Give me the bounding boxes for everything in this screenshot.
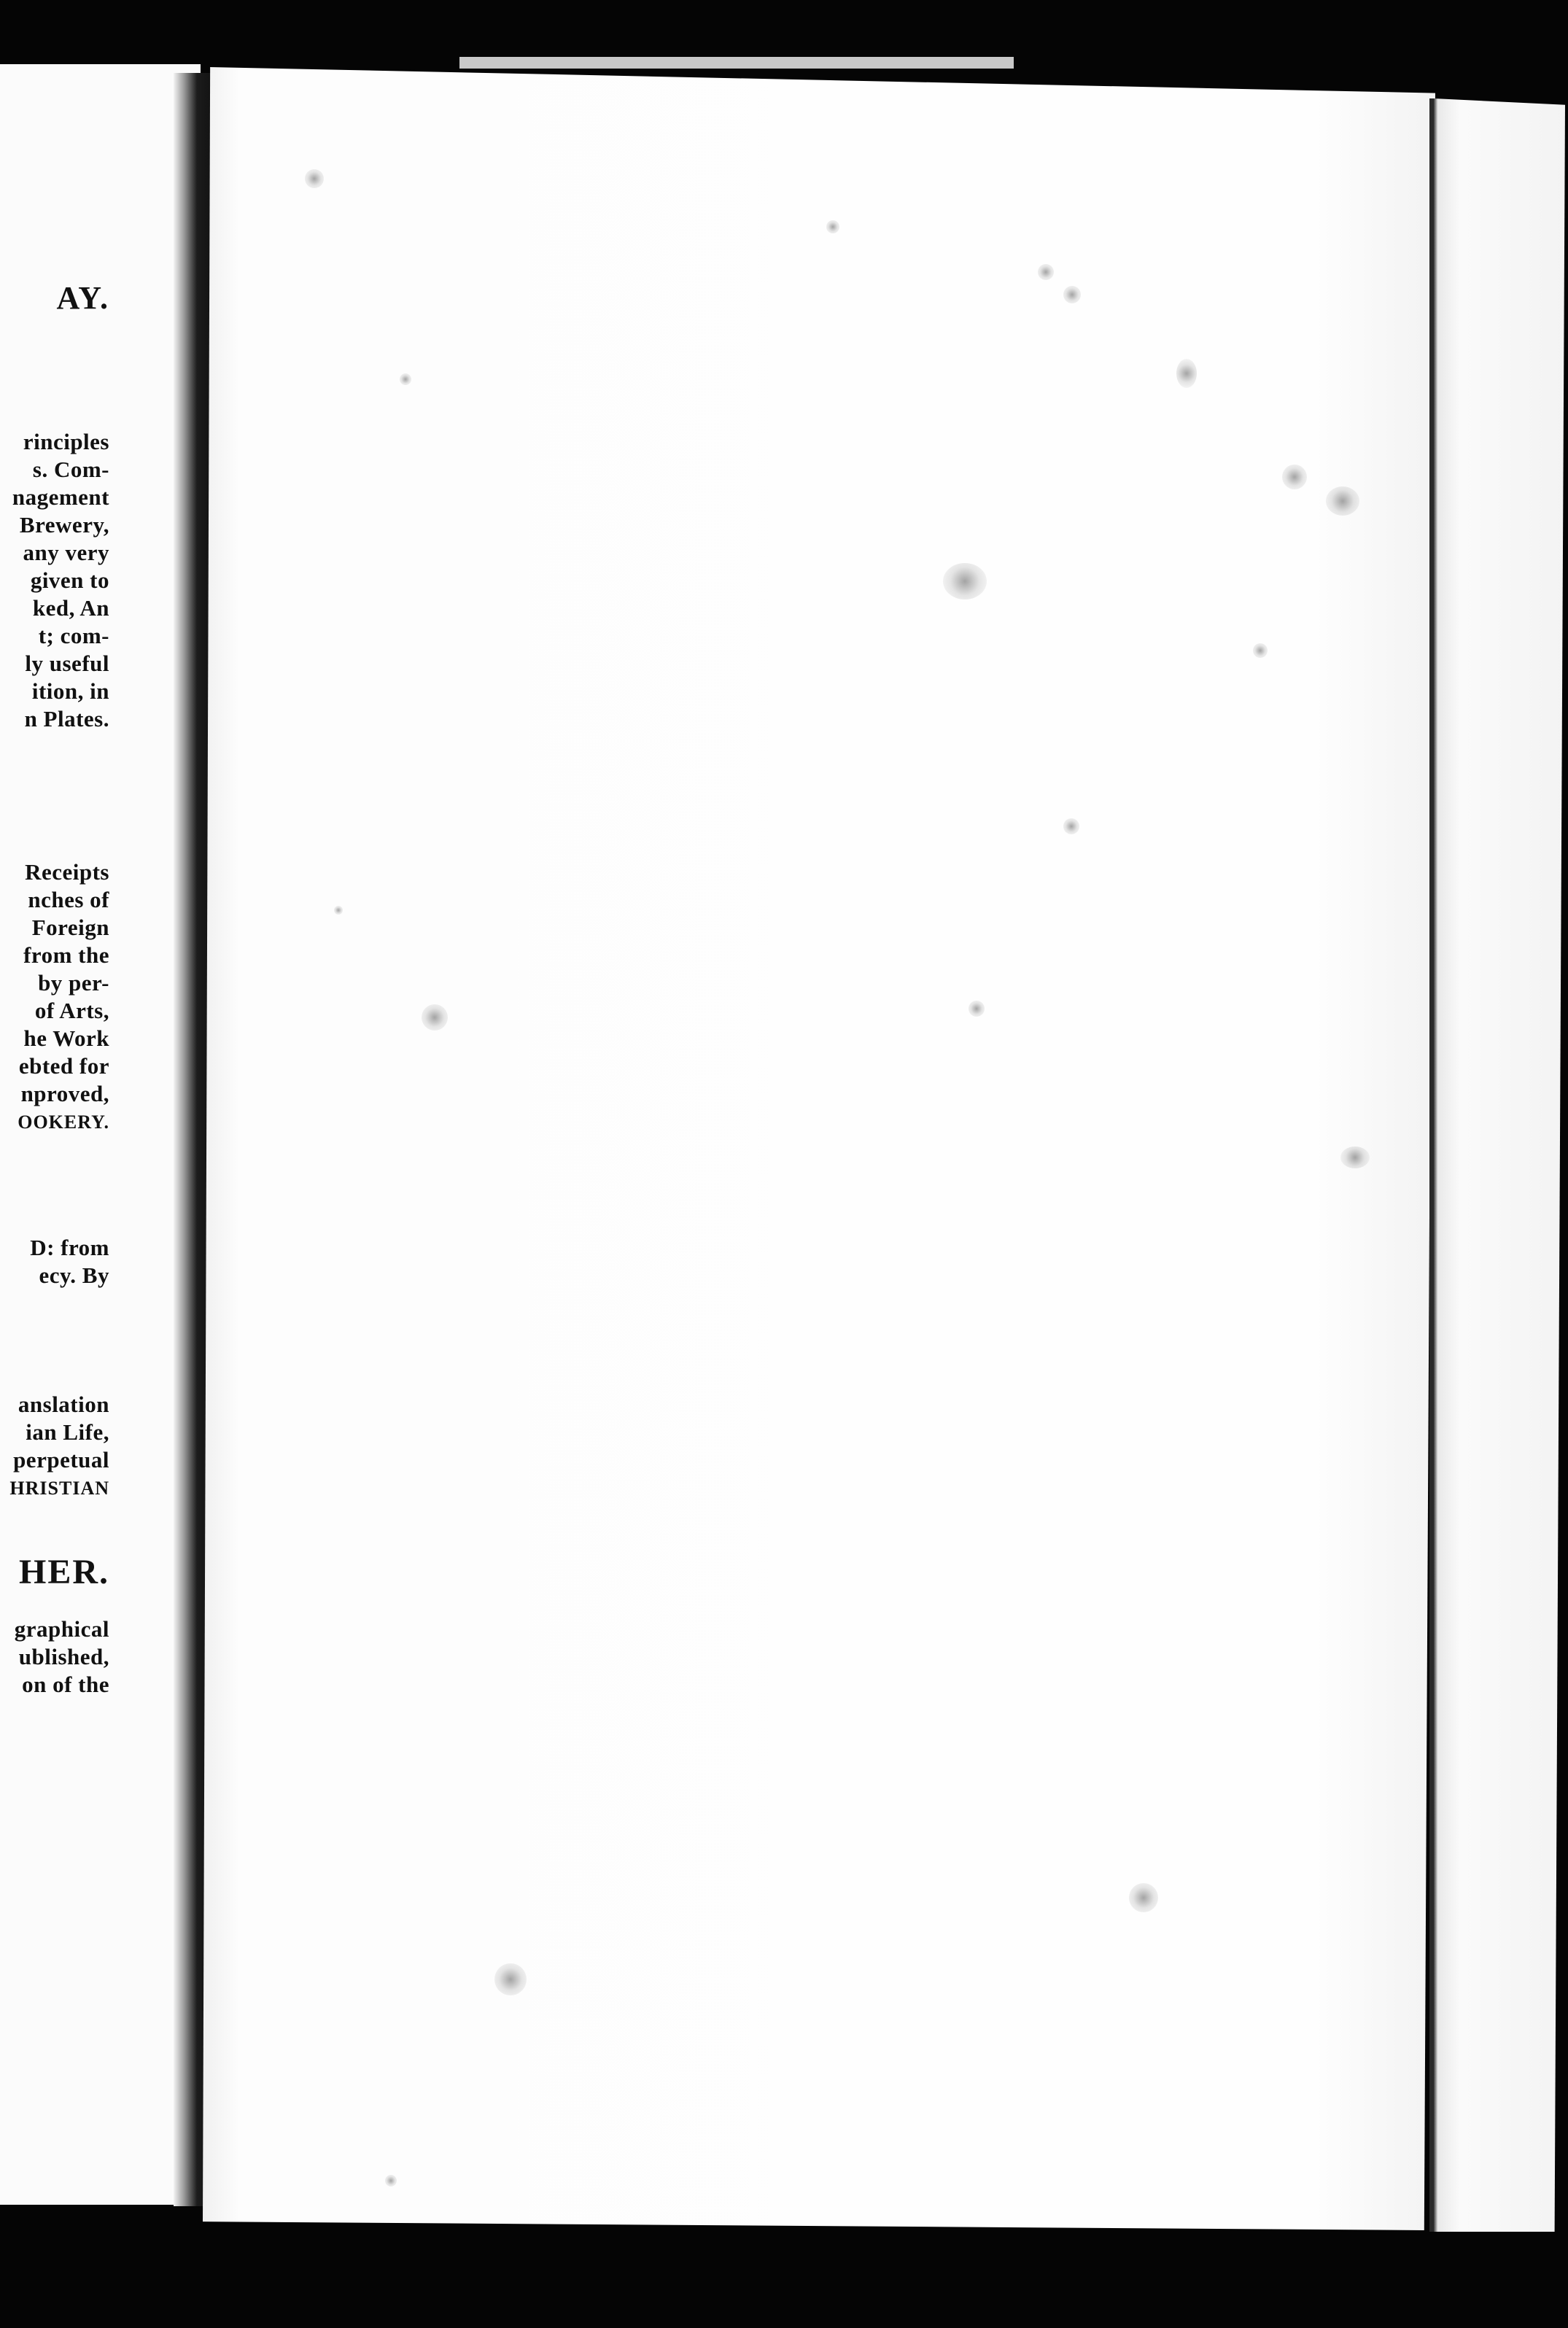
foxing-spot	[494, 1963, 527, 1995]
left-page	[0, 64, 201, 2205]
left-line: given to	[30, 567, 109, 593]
left-heading-1: AY.	[56, 280, 109, 316]
next-leaf	[1434, 98, 1565, 2232]
foxing-spot	[422, 1004, 448, 1031]
left-line: anslation	[18, 1392, 109, 1417]
left-line: OOKERY.	[18, 1111, 109, 1133]
foxing-spot	[1176, 359, 1197, 388]
foxing-spot	[1326, 486, 1359, 516]
left-line: perpetual	[13, 1447, 109, 1473]
left-line: Brewery,	[19, 512, 109, 538]
left-line: ecy. By	[39, 1262, 109, 1288]
foxing-spot	[826, 220, 839, 233]
foxing-spot	[1129, 1883, 1158, 1912]
left-line: graphical	[14, 1616, 109, 1642]
left-line: on of the	[22, 1672, 109, 1697]
left-line: ked, An	[32, 595, 109, 621]
left-line: nagement	[12, 484, 109, 510]
top-edge-strip	[459, 57, 1014, 69]
blank-page	[203, 67, 1435, 2230]
left-line: from the	[23, 942, 109, 968]
foxing-spot	[305, 169, 324, 188]
foxing-spot	[385, 2175, 397, 2187]
left-line: ian Life,	[26, 1419, 109, 1445]
left-line: rinciples	[23, 429, 109, 454]
left-line: ebted for	[18, 1053, 109, 1079]
left-line: D: from	[30, 1235, 109, 1260]
left-line: t; com-	[38, 623, 109, 648]
left-line: Receipts	[25, 859, 109, 885]
left-line: Foreign	[31, 915, 109, 940]
foxing-spot	[1063, 286, 1081, 303]
foxing-spot	[400, 373, 411, 385]
left-line: n Plates.	[24, 706, 109, 732]
left-line: ition, in	[31, 678, 109, 704]
foxing-spot	[1038, 264, 1054, 280]
foxing-spot	[334, 906, 343, 915]
foxing-spot	[969, 1001, 985, 1017]
foxing-spot	[1253, 643, 1268, 658]
left-line: by per-	[38, 970, 109, 996]
left-line: HRISTIAN	[9, 1478, 109, 1499]
left-line: s. Com-	[32, 457, 109, 482]
left-line: ly useful	[25, 651, 109, 676]
foxing-spot	[1063, 818, 1079, 834]
left-line: any very	[23, 540, 109, 565]
left-line: nches of	[28, 887, 109, 912]
left-line: he Work	[23, 1025, 109, 1051]
foxing-spot	[1340, 1146, 1370, 1168]
foxing-spot	[943, 563, 987, 600]
left-line: nproved,	[20, 1081, 109, 1106]
foxing-spot	[1282, 465, 1307, 489]
left-line: of Arts,	[34, 998, 109, 1023]
left-line: ublished,	[18, 1644, 109, 1669]
left-heading-2: HER.	[18, 1553, 109, 1591]
